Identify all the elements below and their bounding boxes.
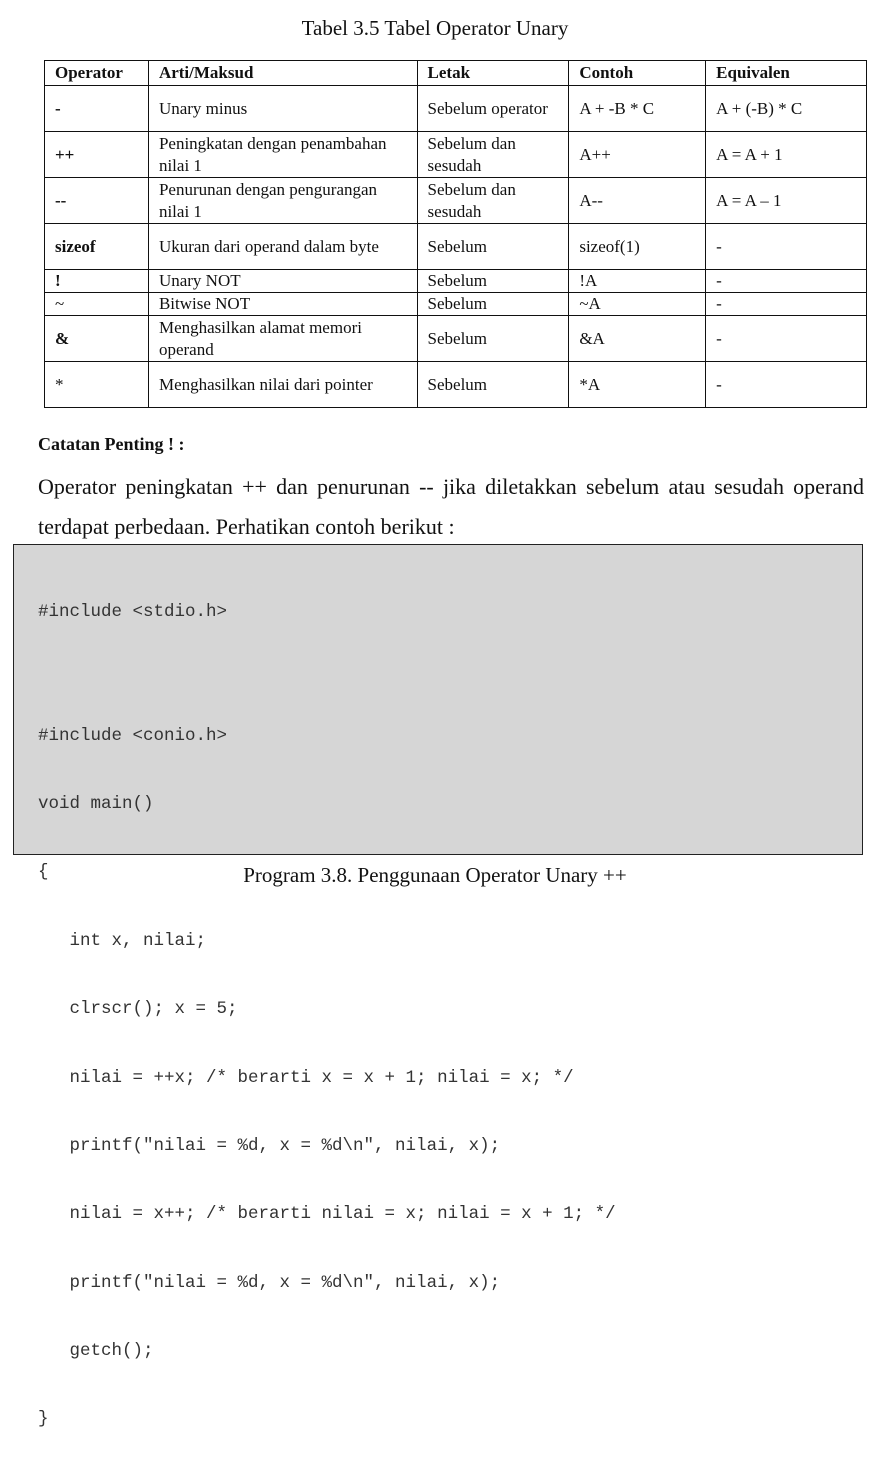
cell-position: Sebelum dan sesudah [417, 132, 569, 178]
cell-operator: * [45, 362, 149, 408]
body-paragraph: Operator peningkatan ++ dan penurunan -- jika diletakkan sebelum atau sesudah operand terdapat perbedaan. Perhatikan contoh berikut : [38, 474, 864, 539]
cell-example: &A [569, 316, 706, 362]
code-line: getch(); [38, 1341, 154, 1362]
cell-meaning: Bitwise NOT [148, 293, 417, 316]
cell-meaning: Unary minus [148, 86, 417, 132]
code-line: } [38, 1409, 49, 1430]
table-row [45, 293, 867, 316]
column-header-example: Contoh [569, 61, 706, 86]
program-caption: Program 3.8. Penggunaan Operator Unary ++ [243, 863, 627, 887]
cell-position: Sebelum [417, 293, 569, 316]
cell-operator: ! [45, 270, 149, 293]
code-line: printf("nilai = %d, x = %d\n", nilai, x); [38, 1135, 501, 1156]
code-line: nilai = x++; /* berarti nilai = x; nilai = x + 1; */ [38, 1204, 616, 1225]
code-line: #include <conio.h> [38, 725, 228, 746]
code-line: { [38, 862, 49, 883]
cell-equivalent: A = A – 1 [706, 178, 867, 224]
cell-meaning: Menghasilkan nilai dari pointer [148, 362, 417, 408]
cell-example: *A [569, 362, 706, 408]
cell-operator: sizeof [45, 224, 149, 270]
table-header-row [45, 61, 867, 86]
cell-operator: ~ [45, 293, 149, 316]
table-row [45, 132, 867, 178]
cell-position: Sebelum [417, 270, 569, 293]
cell-position: Sebelum dan sesudah [417, 178, 569, 224]
code-line: int x, nilai; [38, 930, 207, 951]
cell-example: A + -B * C [569, 86, 706, 132]
column-header-operator: Operator [45, 61, 149, 86]
table-row [45, 86, 867, 132]
table-row [45, 224, 867, 270]
cell-example: ~A [569, 293, 706, 316]
cell-example: sizeof(1) [569, 224, 706, 270]
cell-position: Sebelum [417, 362, 569, 408]
cell-meaning: Peningkatan dengan penambahan nilai 1 [148, 132, 417, 178]
cell-operator: -- [45, 178, 149, 224]
code-line: printf("nilai = %d, x = %d\n", nilai, x); [38, 1272, 501, 1293]
code-line: clrscr(); x = 5; [38, 999, 238, 1020]
cell-example: A++ [569, 132, 706, 178]
cell-position: Sebelum [417, 316, 569, 362]
code-listing [38, 555, 616, 1477]
column-header-equivalent: Equivalen [706, 61, 867, 86]
cell-example: !A [569, 270, 706, 293]
cell-operator: & [45, 316, 149, 362]
cell-equivalent: A = A + 1 [706, 132, 867, 178]
table-row [45, 178, 867, 224]
cell-position: Sebelum [417, 224, 569, 270]
cell-equivalent: - [706, 270, 867, 293]
cell-position: Sebelum operator [417, 86, 569, 132]
table-row [45, 270, 867, 293]
column-header-meaning: Arti/Maksud [148, 61, 417, 86]
cell-equivalent: - [706, 224, 867, 270]
code-line: #include <stdio.h> [38, 601, 228, 622]
code-line: void main() [38, 793, 154, 814]
cell-operator: - [45, 86, 149, 132]
cell-meaning: Menghasilkan alamat memori operand [148, 316, 417, 362]
cell-equivalent: A + (-B) * C [706, 86, 867, 132]
table-row [45, 316, 867, 362]
column-header-position: Letak [417, 61, 569, 86]
cell-equivalent: - [706, 316, 867, 362]
note-heading: Catatan Penting ! : [38, 434, 185, 454]
cell-example: A-- [569, 178, 706, 224]
cell-meaning: Ukuran dari operand dalam byte [148, 224, 417, 270]
unary-operator-table [44, 60, 867, 408]
table-title: Tabel 3.5 Tabel Operator Unary [301, 16, 569, 40]
table-row [45, 362, 867, 408]
cell-equivalent: - [706, 293, 867, 316]
cell-meaning: Unary NOT [148, 270, 417, 293]
code-line: nilai = ++x; /* berarti x = x + 1; nilai = x; */ [38, 1067, 574, 1088]
cell-meaning: Penurunan dengan pengurangan nilai 1 [148, 178, 417, 224]
cell-equivalent: - [706, 362, 867, 408]
cell-operator: ++ [45, 132, 149, 178]
